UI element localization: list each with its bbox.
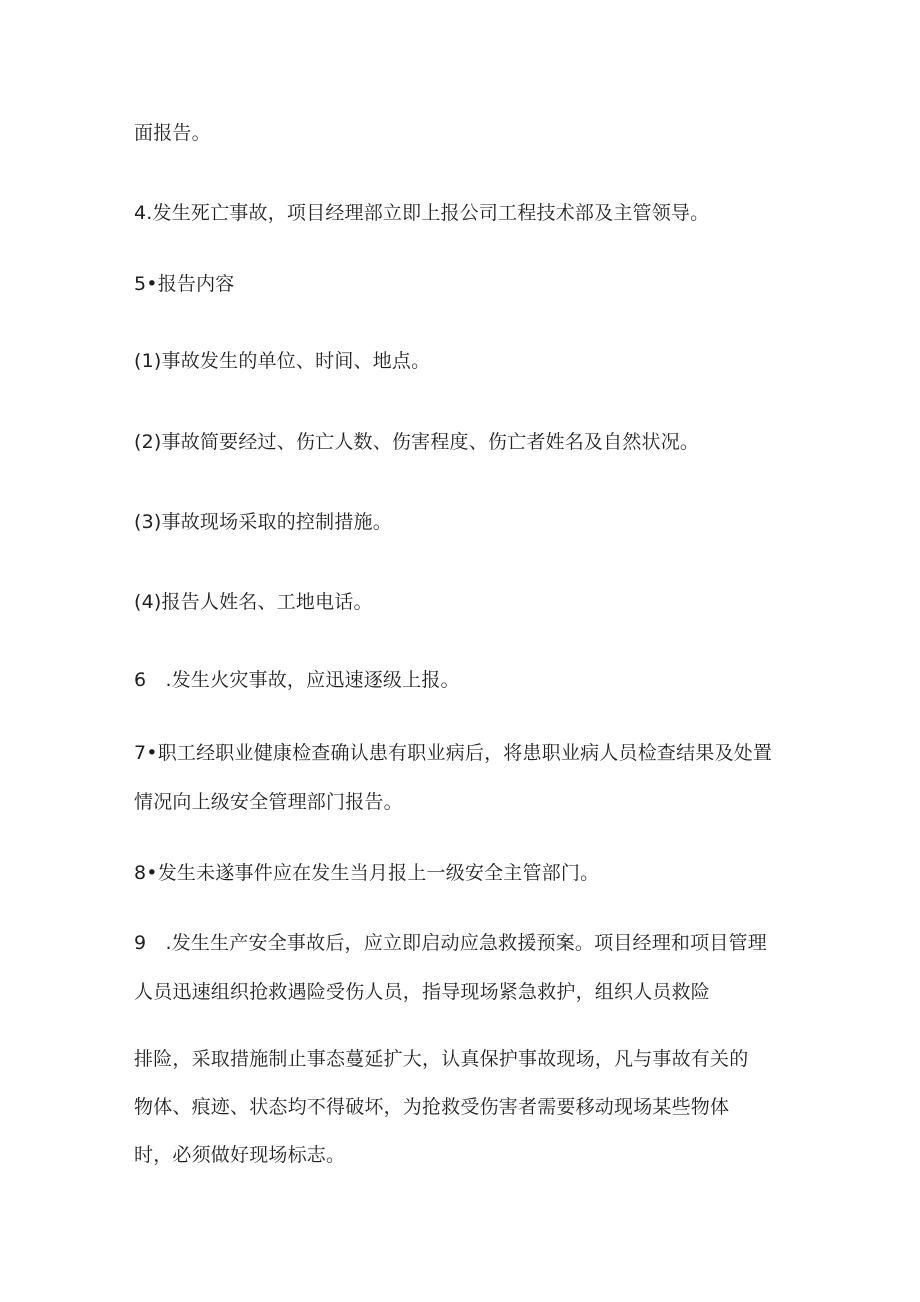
- report-content-item-2: (2)事故简要经过、伤亡人数、伤害程度、伤亡者姓名及自然状况。: [134, 431, 700, 453]
- item-5-heading: 5•报告内容: [134, 273, 235, 295]
- item-9-text-line-1: 9 .发生生产安全事故后，应立即启动应急救援预案。项目经理和项目管理: [134, 932, 767, 954]
- item-9-text-line-2: 人员迅速组织抢救遇险受伤人员，指导现场紧急救护，组织人员救险: [134, 981, 711, 1003]
- report-content-item-3: (3)事故现场采取的控制措施。: [134, 511, 392, 533]
- item-9-text-line-3: 排险，采取措施制止事态蔓延扩大，认真保护事故现场，凡与事故有关的: [134, 1048, 749, 1070]
- item-4-text: 4.发生死亡事故，项目经理部立即上报公司工程技术部及主管领导。: [134, 202, 710, 224]
- item-7-text-line-2: 情况向上级安全管理部门报告。: [134, 791, 403, 813]
- item-8-text: 8•发生未遂事件应在发生当月报上一级安全主管部门。: [134, 862, 600, 884]
- text-line-continuation: 面报告。: [134, 122, 211, 144]
- report-content-item-1: (1)事故发生的单位、时间、地点。: [134, 350, 431, 372]
- item-9-text-line-4: 物体、痕迹、状态均不得破坏，为抢救受伤害者需要移动现场某些物体: [134, 1096, 730, 1118]
- item-7-text-line-1: 7•职工经职业健康检查确认患有职业病后，将患职业病人员检查结果及处置: [134, 742, 773, 764]
- item-6-text: 6 .发生火灾事故，应迅速逐级上报。: [134, 669, 460, 691]
- report-content-item-4: (4)报告人姓名、工地电话。: [134, 591, 373, 613]
- item-9-text-line-5: 时，必须做好现场标志。: [134, 1144, 346, 1166]
